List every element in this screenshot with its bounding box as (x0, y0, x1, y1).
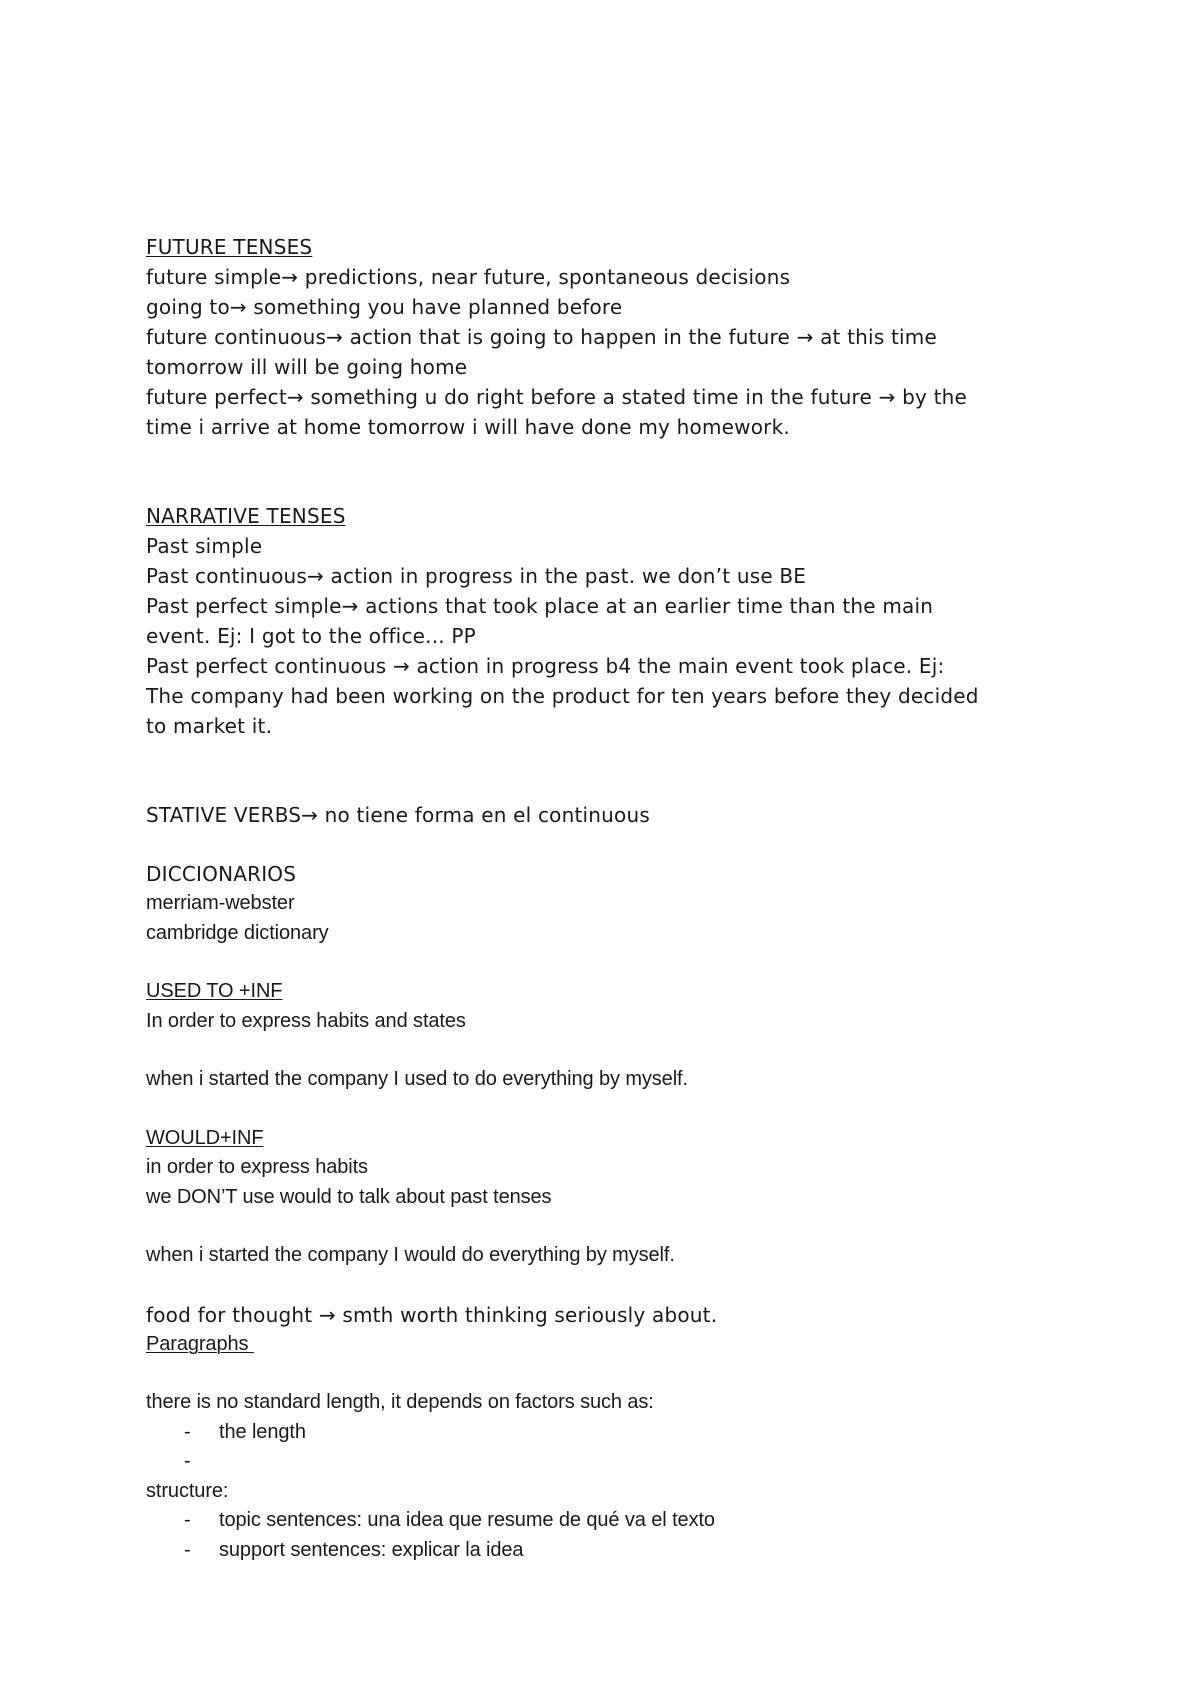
text-line: In order to express habits and states (146, 1009, 466, 1032)
stative-verbs-line: STATIVE VERBS→ no tiene forma en el continuous (146, 803, 650, 827)
text-line: Past continuous→ action in progress in the past. we don’t use BE (146, 564, 807, 588)
spacer (146, 1212, 1066, 1241)
dictionary-item: merriam-webster (146, 892, 295, 914)
list-item-text: support sentences: explicar la idea (219, 1538, 524, 1561)
spacer (146, 1359, 1066, 1388)
text-line: there is no standard length, it depends on factors such as: (146, 1391, 654, 1413)
text-line: Past perfect continuous → action in progress b4 the main event took place. Ej: (146, 654, 945, 678)
food-for-thought-line: food for thought → smth worth thinking seriously about. (146, 1302, 718, 1327)
list-item (146, 1447, 1066, 1477)
list-item (146, 1536, 1066, 1566)
heading-narrative-tenses: NARRATIVE TENSES (146, 504, 346, 528)
bullet-dash: - (184, 1420, 191, 1443)
heading-diccionarios: DICCIONARIOS (146, 862, 297, 886)
text-line: event. Ej: I got to the office... PP (146, 624, 476, 648)
heading-would: WOULD+INF (146, 1126, 264, 1149)
spacer (146, 1095, 1066, 1124)
list-item-text: the length (219, 1420, 306, 1443)
text-line: in order to express habits (146, 1156, 368, 1178)
text-line: future perfect→ something u do right before a stated time in the future → by the (146, 385, 967, 409)
example-sentence: when i started the company I would do everything by myself. (146, 1244, 675, 1266)
text-line: time i arrive at home tomorrow i will have done my homework. (146, 415, 790, 439)
text-line: future continuous→ action that is going to happen in the future → at this time (146, 325, 937, 349)
text-line: Past simple (146, 534, 263, 558)
spacer (146, 1036, 1066, 1065)
text-line: The company had been working on the product for ten years before they decided (146, 684, 979, 708)
text-line: we DON’T use would to talk about past tenses (146, 1185, 552, 1208)
text-line: Past perfect simple→ actions that took place at an earlier time than the main (146, 594, 934, 618)
spacer (146, 830, 1066, 859)
spacer (146, 741, 1066, 800)
spacer (146, 1271, 1066, 1300)
example-sentence: when i started the company I used to do everything by myself. (146, 1068, 688, 1090)
text-line: to market it. (146, 714, 273, 738)
text-line: future simple→ predictions, near future, spontaneous decisions (146, 265, 791, 289)
spacer (146, 442, 1066, 501)
bullet-dash: - (184, 1509, 191, 1531)
text-line: tomorrow ill will be going home (146, 355, 468, 379)
heading-used-to: USED TO +INF (146, 980, 283, 1002)
list-item (146, 1418, 1066, 1448)
bullet-dash: - (184, 1450, 191, 1472)
list-item (146, 1506, 1066, 1536)
heading-future-tenses: FUTURE TENSES (146, 235, 313, 259)
list-item-text: topic sentences: una idea que resume de qué va el texto (219, 1509, 715, 1531)
heading-paragraphs: Paragraphs (146, 1332, 254, 1355)
text-line: going to→ something you have planned before (146, 295, 623, 319)
spacer (146, 948, 1066, 977)
structure-label: structure: (146, 1479, 229, 1502)
document-body (146, 232, 1066, 1565)
dictionary-item: cambridge dictionary (146, 921, 329, 944)
bullet-dash: - (184, 1538, 191, 1561)
